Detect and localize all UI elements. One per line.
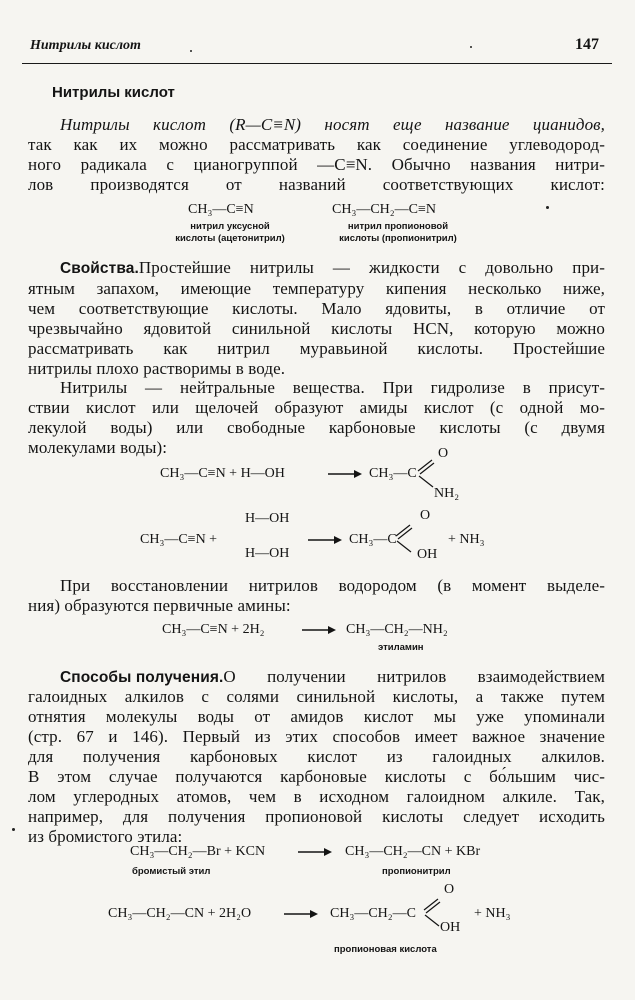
running-header-title: Нитрилы кислот xyxy=(30,38,141,53)
paragraph-text: Простейшие нитрилы — жидкости с довольно при- xyxy=(138,258,605,277)
caption-line: нитрил пропионовой xyxy=(347,221,449,232)
caption-ethyl-bromide: бромистый этил xyxy=(132,866,211,877)
reaction-lhs: CH₃—C≡N + xyxy=(140,532,218,547)
paragraph-line xyxy=(60,258,605,279)
methods-heading: Способы получения. xyxy=(60,669,224,686)
header-rule xyxy=(22,63,612,64)
caption-line: нитрил уксусной xyxy=(190,221,270,232)
caption-propionic-acid: пропионовая кислота xyxy=(334,944,437,955)
reaction-rhs: CH₃—CH₂—NH₂ xyxy=(346,622,448,637)
caption-ethylamine: этиламин xyxy=(378,642,424,653)
reaction-lhs: CH₃—CH₂—Br + KCN xyxy=(130,844,266,859)
paragraph-line: для получения карбоновых кислот из галоидных алкилов. xyxy=(28,747,605,766)
caption-propionitrile: пропионитрил xyxy=(382,866,451,877)
substituent-label: OH xyxy=(440,920,461,935)
reaction-rhs: CH₃—CH₂—CN + KBr xyxy=(345,844,481,859)
scan-speck xyxy=(546,206,549,209)
scan-speck xyxy=(470,46,472,48)
reaction-rhs: CH₃—C xyxy=(369,466,417,481)
oxygen-label: O xyxy=(444,882,455,897)
paragraph-line: При восстановлении нитрилов водородом (в момент выделе- xyxy=(60,576,605,595)
paragraph-line: чрезвычайно ядовитой синильной кислоты HCN, которую можно xyxy=(28,319,605,338)
paragraph-line: ного радикала с цианогруппой —C≡N. Обычно названия нитри- xyxy=(28,155,605,174)
reaction-lhs: CH₃—C≡N + 2H₂ xyxy=(162,622,265,637)
reaction-rhs: CH₃—CH₂—C xyxy=(330,906,416,921)
paragraph-line: чем соответствующие кислоты. Мало ядовиты, в отличие от xyxy=(28,299,605,318)
reaction-byproduct: + NH₃ xyxy=(448,532,485,547)
arrow-icon xyxy=(306,532,344,548)
arrow-icon xyxy=(326,466,364,482)
substituent-label: NH₂ xyxy=(434,486,460,501)
paragraph-line: Нитрилы кислот (R—C≡N) носят еще название цианидов, xyxy=(60,115,605,134)
arrow-icon xyxy=(282,906,320,922)
oxygen-label: O xyxy=(438,446,449,461)
arrow-icon xyxy=(300,622,338,638)
scan-speck xyxy=(12,828,15,831)
paragraph-line: (стр. 67 и 146). Первый из этих способов имеет важное значение xyxy=(28,727,605,746)
caption-line: кислоты (ацетонитрил) xyxy=(175,233,285,244)
substituent-label: OH xyxy=(417,547,438,562)
page-number: 147 xyxy=(575,36,599,53)
paragraph-line: Нитрилы — нейтральные вещества. При гидролизе в присут- xyxy=(60,378,605,397)
properties-heading: Свойства. xyxy=(60,260,139,277)
caption-propionitrile xyxy=(318,221,478,245)
water-molecule: H—OH xyxy=(245,511,290,526)
paragraph-line: молекулами воды): xyxy=(28,438,168,457)
paragraph-line: ятным запахом, имеющие температуру кипения несколько ниже, xyxy=(28,279,605,298)
paragraph-line xyxy=(60,667,605,688)
paragraph-line: ния) образуются первичные амины: xyxy=(28,596,291,615)
section-title: Нитрилы кислот xyxy=(52,84,175,101)
caption-acetonitrile xyxy=(150,221,310,245)
reaction-byproduct: + NH₃ xyxy=(474,906,511,921)
caption-line: кислоты (пропионитрил) xyxy=(339,233,457,244)
arrow-icon xyxy=(296,844,334,860)
paragraph-line: отнятия молекулы воды от амидов кислот мы уже упоминали xyxy=(28,707,605,726)
paragraph-line: так как их можно рассматривать как соединение углеводород- xyxy=(28,135,605,154)
paragraph-line: лов производятся от названий соответствующих кислот: xyxy=(28,175,605,194)
paragraph-line: В этом случае получаются карбоновые кислоты с бо́льшим чис- xyxy=(28,767,605,786)
paragraph-line: рассматривать как нитрил муравьиной кислоты. Простейшие xyxy=(28,339,605,358)
scan-speck xyxy=(190,50,192,52)
paragraph-line: например, для получения пропионовой кислоты следует исходить xyxy=(28,807,605,826)
reaction-lhs: CH₃—C≡N + H—OH xyxy=(160,466,285,481)
formula-propionitrile: CH₃—CH₂—C≡N xyxy=(332,202,437,217)
paragraph-line: нитрилы плохо растворимы в воде. xyxy=(28,359,286,378)
reaction-lhs: CH₃—CH₂—CN + 2H₂O xyxy=(108,906,252,921)
formula-acetonitrile: CH₃—C≡N xyxy=(188,202,254,217)
reaction-rhs: CH₃—C xyxy=(349,532,397,547)
paragraph-line: лекулой воды) или свободные карбоновые кислоты (с двумя xyxy=(28,418,605,437)
paragraph-line: галоидных алкилов с солями синильной кислоты, а также путем xyxy=(28,687,605,706)
paragraph-text: О получении нитрилов взаимодействием xyxy=(223,667,605,686)
paragraph-line: ствии кислот или щелочей образуют амиды кислот (с одной мо- xyxy=(28,398,605,417)
paragraph-line: из бромистого этила: xyxy=(28,827,183,846)
water-molecule: H—OH xyxy=(245,546,290,561)
paragraph-line: лом углеродных атомов, чем в исходном галоидном алкиле. Так, xyxy=(28,787,605,806)
oxygen-label: O xyxy=(420,508,431,523)
